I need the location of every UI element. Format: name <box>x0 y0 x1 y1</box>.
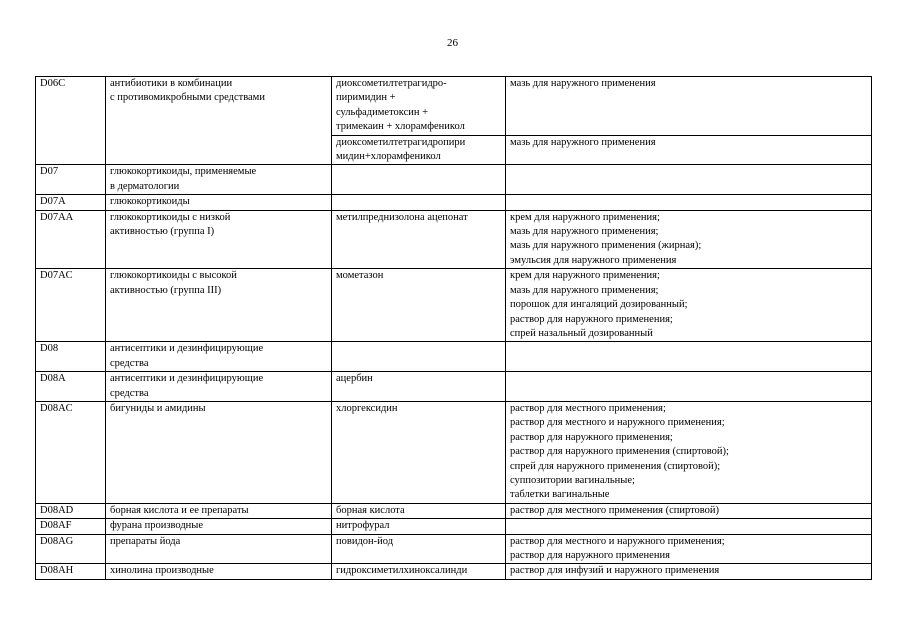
table-row <box>36 503 872 518</box>
group-name-cell-line: средства <box>110 387 149 399</box>
dosage-form-cell-line: спрей назальный дозированный <box>510 327 653 339</box>
table-row <box>36 372 872 402</box>
table-row <box>36 195 872 210</box>
substance-cell-line: хлоргексидин <box>336 402 398 414</box>
dosage-form-cell-line: раствор для инфузий и наружного применения <box>510 565 720 577</box>
substance-cell-line: ацербин <box>336 373 373 385</box>
dosage-form-cell <box>506 210 872 269</box>
group-name-cell <box>106 564 332 579</box>
dosage-form-cell <box>506 135 872 165</box>
atc-code-cell <box>36 564 106 579</box>
table-row <box>36 342 872 372</box>
dosage-form-cell-line: мазь для наружного применения; <box>510 226 659 238</box>
page-number: 26 <box>447 37 458 49</box>
atc-code-cell-line: D07 <box>40 166 59 178</box>
table-row <box>36 269 872 342</box>
substance-cell-line: мидин+хлорамфеникол <box>336 151 441 163</box>
atc-code-cell-line: D08AG <box>40 535 74 547</box>
group-name-cell <box>106 372 332 402</box>
atc-code-cell-line: D08A <box>40 373 66 385</box>
substance-cell-line: метилпреднизолона ацепонат <box>336 211 468 223</box>
substance-cell <box>332 195 506 210</box>
group-name-cell <box>106 269 332 342</box>
group-name-cell <box>106 519 332 534</box>
dosage-form-cell-line: раствор для местного применения; <box>510 402 666 414</box>
substance-cell <box>332 165 506 195</box>
group-name-cell-line: антисептики и дезинфицирующие <box>110 343 264 355</box>
group-name-cell-line: препараты йода <box>110 535 181 547</box>
dosage-form-cell-line: суппозитории вагинальные; <box>510 474 635 486</box>
dosage-form-cell-line: порошок для ингаляций дозированный; <box>510 299 688 311</box>
dosage-form-cell <box>506 401 872 503</box>
dosage-form-cell-line: мазь для наружного применения <box>510 136 656 148</box>
substance-cell-line: тримекаин + хлорамфеникол <box>336 121 465 133</box>
substance-cell <box>332 401 506 503</box>
group-name-cell-line: глюкокортикоиды с высокой <box>110 270 237 282</box>
substance-cell <box>332 77 506 136</box>
group-name-cell <box>106 77 332 165</box>
group-name-cell-line: глюкокортикоиды <box>110 196 190 208</box>
group-name-cell <box>106 195 332 210</box>
atc-code-cell-line: D08AC <box>40 402 73 414</box>
group-name-cell-line: фурана производные <box>110 520 204 532</box>
atc-code-cell <box>36 503 106 518</box>
dosage-form-cell <box>506 269 872 342</box>
atc-code-cell-line: D08AH <box>40 565 74 577</box>
group-name-cell <box>106 534 332 564</box>
atc-code-cell-line: D06C <box>40 78 66 89</box>
dosage-form-cell-line: крем для наружного применения; <box>510 211 660 223</box>
dosage-form-cell-line: раствор для наружного применения <box>510 550 670 561</box>
dosage-form-cell <box>506 564 872 579</box>
substance-cell <box>332 135 506 165</box>
group-name-cell <box>106 342 332 372</box>
group-name-cell-line: глюкокортикоиды, применяемые <box>110 166 257 178</box>
group-name-cell-line: бигуниды и амидины <box>110 402 206 414</box>
group-name-cell-line: антисептики и дезинфицирующие <box>110 373 264 385</box>
group-name-cell-line: глюкокортикоиды с низкой <box>110 211 231 223</box>
substance-cell <box>332 564 506 579</box>
substance-cell <box>332 503 506 518</box>
dosage-form-cell <box>506 77 872 136</box>
table-row <box>36 165 872 195</box>
dosage-form-cell-line: мазь для наружного применения <box>510 78 656 89</box>
table-body <box>36 77 872 580</box>
group-name-cell-line: борная кислота и ее препараты <box>110 504 249 516</box>
dosage-form-cell-line: спрей для наружного применения (спиртовой); <box>510 460 721 472</box>
dosage-form-cell <box>506 534 872 564</box>
atc-code-cell <box>36 210 106 269</box>
substance-cell <box>332 269 506 342</box>
group-name-cell <box>106 401 332 503</box>
substance-cell <box>332 210 506 269</box>
atc-code-cell <box>36 534 106 564</box>
dosage-form-cell-line: раствор для местного применения (спиртовой) <box>510 504 720 516</box>
dosage-form-cell-line: эмульсия для наружного применения <box>510 254 677 266</box>
dosage-form-cell <box>506 342 872 372</box>
substance-cell-line: повидон-йод <box>336 535 394 547</box>
substance-cell-line: мометазон <box>336 270 384 282</box>
dosage-form-cell-line: раствор для наружного применения (спиртовой); <box>510 446 729 458</box>
group-name-cell <box>106 210 332 269</box>
table-row <box>36 401 872 503</box>
table-row <box>36 77 872 136</box>
atc-code-cell-line: D08AD <box>40 504 74 516</box>
dosage-form-cell <box>506 503 872 518</box>
substance-cell-line: гидроксиметилхиноксалинди <box>336 565 468 577</box>
group-name-cell-line: антибиотики в комбинации <box>110 78 233 89</box>
dosage-form-cell <box>506 195 872 210</box>
atc-code-cell-line: D07A <box>40 196 66 208</box>
atc-code-cell-line: D07AA <box>40 211 74 223</box>
dosage-form-cell <box>506 372 872 402</box>
dosage-form-cell <box>506 165 872 195</box>
dosage-form-cell <box>506 519 872 534</box>
atc-code-cell <box>36 195 106 210</box>
group-name-cell <box>106 165 332 195</box>
dosage-form-cell-line: мазь для наружного применения (жирная); <box>510 240 702 252</box>
substance-cell-line: пиримидин + <box>336 92 396 104</box>
substance-cell <box>332 519 506 534</box>
atc-code-cell <box>36 372 106 402</box>
substance-cell <box>332 342 506 372</box>
atc-code-cell-line: D08AF <box>40 520 72 532</box>
group-name-cell-line: активностью (группа I) <box>110 226 215 238</box>
dosage-form-cell-line: крем для наружного применения; <box>510 270 660 282</box>
dosage-form-cell-line: раствор для наружного применения; <box>510 313 673 325</box>
dosage-form-cell-line: раствор для местного и наружного применения; <box>510 535 725 547</box>
group-name-cell-line: с противомикробными средствами <box>110 92 265 104</box>
atc-code-cell <box>36 165 106 195</box>
substance-cell-line: диоксометилтетрагидропири <box>336 136 466 148</box>
atc-code-cell <box>36 269 106 342</box>
group-name-cell <box>106 503 332 518</box>
group-name-cell-line: активностью (группа III) <box>110 284 222 296</box>
substance-cell-line: борная кислота <box>336 504 405 516</box>
table-row <box>36 534 872 564</box>
table-row <box>36 210 872 269</box>
dosage-form-cell-line: раствор для наружного применения; <box>510 431 673 443</box>
atc-code-cell <box>36 77 106 165</box>
substance-cell <box>332 534 506 564</box>
atc-code-cell <box>36 401 106 503</box>
group-name-cell-line: средства <box>110 357 149 369</box>
substance-cell-line: диоксометилтетрагидро- <box>336 78 447 89</box>
group-name-cell-line: хинолина производные <box>110 565 214 577</box>
atc-code-cell-line: D08 <box>40 343 59 355</box>
dosage-form-cell-line: мазь для наружного применения; <box>510 284 659 296</box>
substance-cell-line: нитрофурал <box>336 520 390 532</box>
atc-drug-table <box>35 76 872 580</box>
substance-cell-line: сульфадиметоксин + <box>336 106 429 118</box>
dosage-form-cell-line: таблетки вагинальные <box>510 489 610 501</box>
table-row <box>36 519 872 534</box>
atc-code-cell <box>36 519 106 534</box>
table-row <box>36 564 872 579</box>
substance-cell <box>332 372 506 402</box>
atc-code-cell-line: D07AC <box>40 270 73 282</box>
atc-code-cell <box>36 342 106 372</box>
group-name-cell-line: в дерматологии <box>110 180 180 192</box>
dosage-form-cell-line: раствор для местного и наружного применения; <box>510 417 725 429</box>
